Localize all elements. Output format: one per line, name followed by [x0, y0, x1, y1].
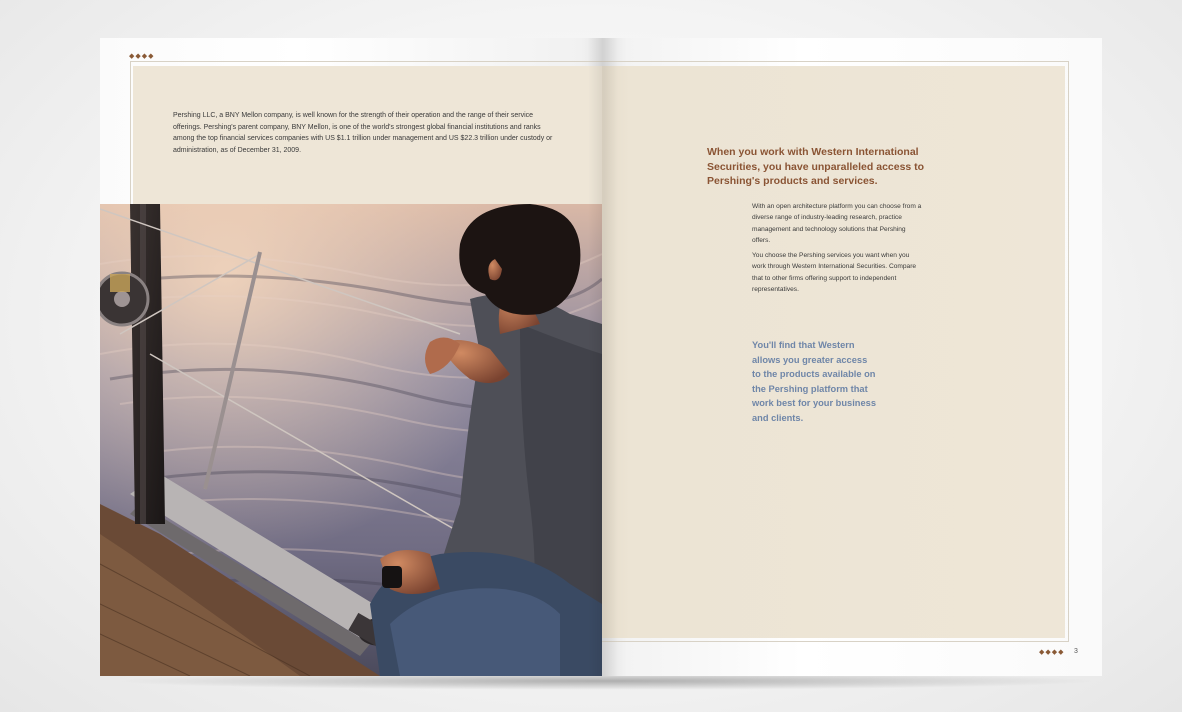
pull-quote: You'll find that Western allows you greater access to the products available on the Pershing platform that work best for your business and clients.	[752, 340, 876, 423]
body-paragraph-2: You choose the Pershing services you want when you work through Western International Securities. Compare that to other firms offering support to independent representatives.	[752, 252, 917, 293]
wristwatch	[382, 566, 402, 588]
mast	[130, 204, 165, 524]
diamond-ornament-top-left: ◆◆◆◆	[129, 53, 155, 60]
body-paragraph-1: With an open architecture platform you can choose from a diverse range of industry-leading research, practice management and technology solutions that Pershing offers.	[752, 203, 922, 244]
page-number: 3	[1074, 648, 1078, 655]
diamond-ornament-bottom-right: ◆◆◆◆	[1039, 649, 1065, 656]
sailboat-photo	[100, 204, 602, 676]
intro-paragraph: Pershing LLC, a BNY Mellon company, is well known for the strength of their operation and the range of their service offerings. Pershing's parent company, BNY Mellon, is one of the world's strongest global financial institutions and ranks among the top financial services companies with US $1.1 trillion under management and US $22.3 trillion under custody or administration, as of December 31, 2009.	[173, 112, 553, 154]
right-headline: When you work with Western International Securities, you have unparalleled access to Pershing's products and services.	[707, 146, 925, 187]
mast-highlight	[140, 204, 146, 524]
winch-label	[110, 274, 130, 292]
winch-hub	[114, 291, 130, 307]
